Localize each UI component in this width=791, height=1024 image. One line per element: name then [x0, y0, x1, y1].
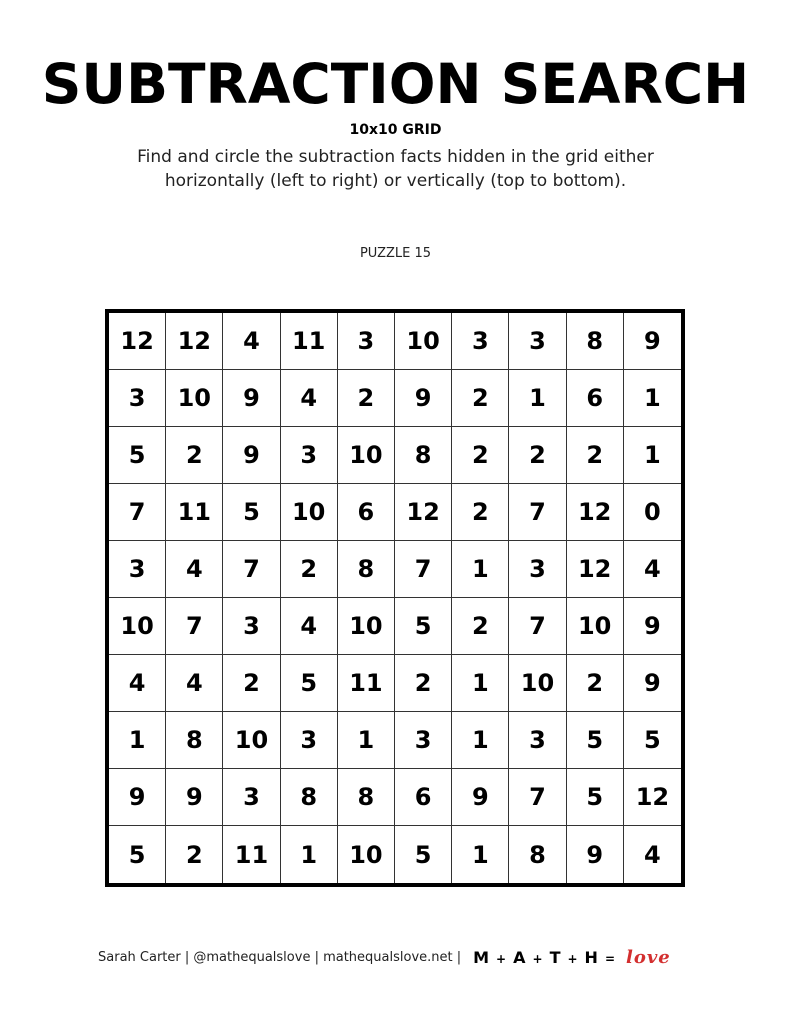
grid-cell[interactable]: 10 — [338, 598, 395, 655]
grid-cell[interactable]: 1 — [624, 370, 681, 427]
grid-cell[interactable]: 12 — [567, 484, 624, 541]
grid-cell[interactable]: 3 — [452, 313, 509, 370]
grid-cell[interactable]: 3 — [223, 598, 280, 655]
grid-cell[interactable]: 7 — [223, 541, 280, 598]
grid-cell[interactable]: 11 — [166, 484, 223, 541]
grid-cell[interactable]: 12 — [624, 769, 681, 826]
grid-cell[interactable]: 2 — [166, 427, 223, 484]
grid-cell[interactable]: 0 — [624, 484, 681, 541]
grid-cell[interactable]: 10 — [281, 484, 338, 541]
grid-cell[interactable]: 9 — [395, 370, 452, 427]
grid-cell[interactable]: 10 — [223, 712, 280, 769]
grid-cell[interactable]: 5 — [281, 655, 338, 712]
grid-cell[interactable]: 9 — [624, 313, 681, 370]
grid-cell[interactable]: 5 — [109, 427, 166, 484]
grid-cell[interactable]: 1 — [452, 541, 509, 598]
instructions-text: Find and circle the subtraction facts hidden in the grid either horizontally (left to right) or vertically (top to bottom). — [137, 147, 654, 191]
grid-cell[interactable]: 4 — [166, 541, 223, 598]
grid-cell[interactable]: 12 — [395, 484, 452, 541]
grid-cell[interactable]: 2 — [567, 655, 624, 712]
grid-cell[interactable]: 3 — [509, 712, 566, 769]
logo-letter-m: M — [473, 947, 491, 967]
grid-cell[interactable]: 9 — [452, 769, 509, 826]
grid-cell[interactable]: 10 — [338, 826, 395, 883]
grid-cell[interactable]: 8 — [338, 541, 395, 598]
grid-cell[interactable]: 11 — [338, 655, 395, 712]
grid-cell[interactable]: 5 — [567, 769, 624, 826]
grid-cell[interactable]: 1 — [624, 427, 681, 484]
grid-cell[interactable]: 2 — [338, 370, 395, 427]
grid-cell[interactable]: 9 — [567, 826, 624, 883]
grid-cell[interactable]: 8 — [338, 769, 395, 826]
grid-cell[interactable]: 2 — [452, 427, 509, 484]
logo-letter-t: T — [549, 947, 562, 967]
grid-cell[interactable]: 8 — [166, 712, 223, 769]
grid-cell[interactable]: 5 — [223, 484, 280, 541]
grid-cell[interactable]: 5 — [395, 598, 452, 655]
grid-cell[interactable]: 12 — [166, 313, 223, 370]
grid-cell[interactable]: 7 — [509, 598, 566, 655]
grid-cell[interactable]: 2 — [395, 655, 452, 712]
grid-cell[interactable]: 7 — [509, 484, 566, 541]
grid-cell[interactable]: 2 — [166, 826, 223, 883]
puzzle-label: PUZZLE 15 — [359, 246, 432, 261]
grid-cell[interactable]: 10 — [567, 598, 624, 655]
grid-cell[interactable]: 1 — [509, 370, 566, 427]
grid-cell[interactable]: 11 — [281, 313, 338, 370]
grid-cell[interactable]: 8 — [281, 769, 338, 826]
page-title: SUBTRACTION SEARCH — [41, 52, 750, 116]
grid-cell[interactable]: 8 — [509, 826, 566, 883]
grid-cell[interactable]: 1 — [452, 655, 509, 712]
grid-cell[interactable]: 2 — [452, 484, 509, 541]
grid-cell[interactable]: 3 — [509, 313, 566, 370]
grid-cell[interactable]: 10 — [109, 598, 166, 655]
grid-cell[interactable]: 9 — [624, 655, 681, 712]
grid-cell[interactable]: 6 — [395, 769, 452, 826]
grid-cell[interactable]: 10 — [338, 427, 395, 484]
grid-cell[interactable]: 4 — [281, 370, 338, 427]
grid-cell[interactable]: 9 — [223, 427, 280, 484]
number-search-grid — [105, 309, 685, 887]
grid-cell[interactable]: 5 — [109, 826, 166, 883]
grid-cell[interactable]: 5 — [624, 712, 681, 769]
grid-cell[interactable]: 4 — [281, 598, 338, 655]
footer-credits: Sarah Carter | @mathequalslove | mathequalslove.net | — [98, 949, 462, 965]
grid-cell[interactable]: 5 — [567, 712, 624, 769]
logo-letter-h: H — [584, 947, 599, 967]
grid-cell[interactable]: 6 — [338, 484, 395, 541]
grid-cell[interactable]: 9 — [223, 370, 280, 427]
grid-cell[interactable]: 3 — [109, 370, 166, 427]
grid-cell[interactable]: 3 — [509, 541, 566, 598]
grid-cell[interactable]: 9 — [624, 598, 681, 655]
grid-cell[interactable]: 2 — [452, 598, 509, 655]
grid-cell[interactable]: 1 — [281, 826, 338, 883]
grid-cell[interactable]: 5 — [395, 826, 452, 883]
grid-cell[interactable]: 3 — [223, 769, 280, 826]
grid-cell[interactable]: 12 — [109, 313, 166, 370]
grid-cell[interactable]: 4 — [644, 840, 661, 869]
grid-cell[interactable]: 3 — [109, 541, 166, 598]
grid-cell[interactable]: 6 — [567, 370, 624, 427]
grid-cell[interactable]: 12 — [567, 541, 624, 598]
grid-cell[interactable]: 2 — [452, 370, 509, 427]
grid-cell[interactable]: 7 — [166, 598, 223, 655]
grid-cell[interactable]: 9 — [166, 769, 223, 826]
logo-plus: + — [496, 951, 508, 966]
math-equals-love-logo — [473, 947, 671, 968]
grid-cell[interactable]: 1 — [109, 712, 166, 769]
grid-cell[interactable]: 4 — [223, 313, 280, 370]
logo-plus: + — [567, 951, 579, 966]
grid-cell[interactable]: 2 — [281, 541, 338, 598]
grid-cell[interactable]: 4 — [109, 655, 166, 712]
grid-cell[interactable]: 10 — [395, 313, 452, 370]
grid-cell[interactable]: 7 — [509, 769, 566, 826]
grid-cell[interactable]: 8 — [395, 427, 452, 484]
grid-cell[interactable]: 1 — [452, 712, 509, 769]
grid-cell[interactable]: 10 — [509, 655, 566, 712]
logo-love-script: love — [626, 946, 671, 968]
grid-cell[interactable]: 3 — [338, 313, 395, 370]
grid-cell[interactable]: 1 — [452, 826, 509, 883]
grid-cell[interactable]: 3 — [395, 712, 452, 769]
grid-cell[interactable]: 9 — [109, 769, 166, 826]
grid-cell[interactable]: 3 — [281, 427, 338, 484]
grid-cell[interactable]: 2 — [509, 427, 566, 484]
grid-cell[interactable]: 10 — [166, 370, 223, 427]
footer — [98, 946, 671, 968]
grid-cell[interactable]: 4 — [166, 655, 223, 712]
logo-plus: + — [532, 951, 544, 966]
logo-equals: = — [604, 951, 616, 966]
grid-cell[interactable]: 4 — [624, 541, 681, 598]
grid-cell[interactable]: 7 — [109, 484, 166, 541]
grid-cell[interactable]: 8 — [567, 313, 624, 370]
grid-cell[interactable]: 3 — [281, 712, 338, 769]
grid-size-subtitle: 10x10 GRID — [349, 122, 442, 138]
grid-cell[interactable]: 1 — [338, 712, 395, 769]
grid-cell[interactable]: 7 — [395, 541, 452, 598]
grid-cell[interactable]: 11 — [223, 826, 280, 883]
grid-cell[interactable]: 2 — [567, 427, 624, 484]
logo-letter-a: A — [513, 947, 527, 967]
grid-cell[interactable]: 2 — [223, 655, 280, 712]
